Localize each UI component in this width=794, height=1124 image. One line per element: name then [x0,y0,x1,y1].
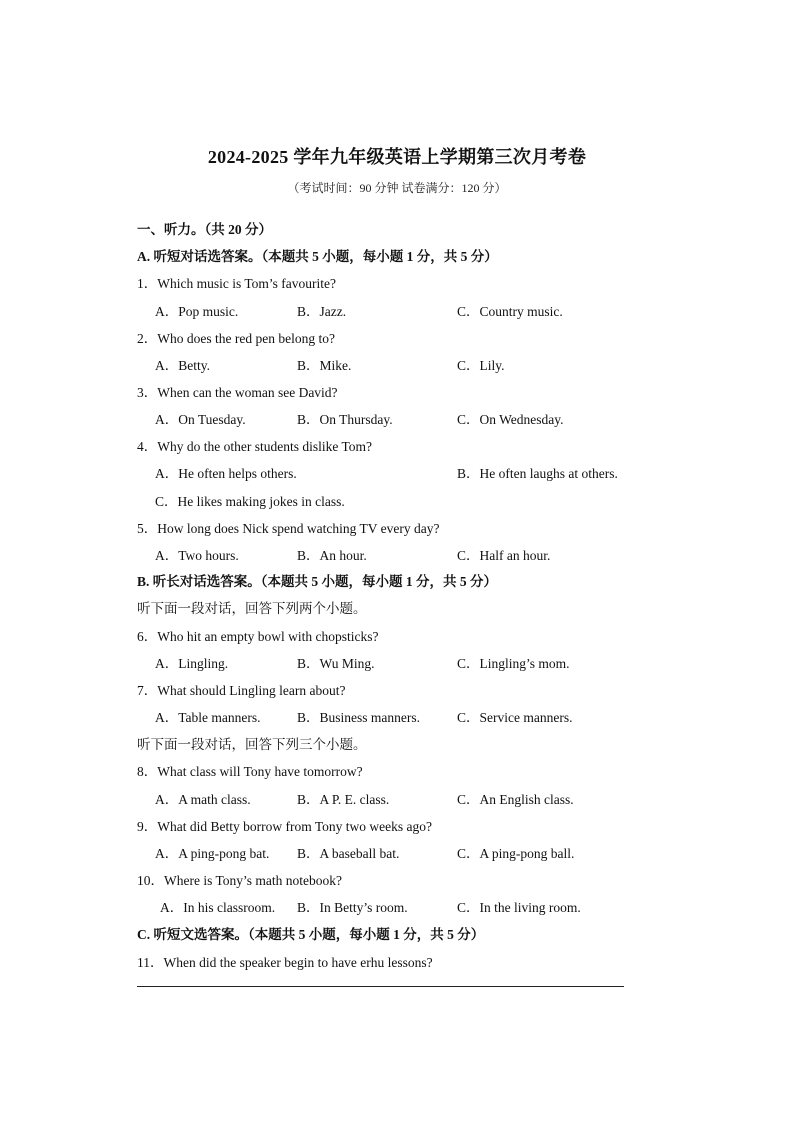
question-6: 6．Who hit an empty bowl with chopsticks? [137,629,379,644]
q6-option-b: B．Wu Ming. [297,656,375,671]
part-a-heading: A. 听短对话选答案。（本题共 5 小题，每小题 1 分，共 5 分） [137,249,498,264]
q7-option-b: B．Business manners. [297,710,420,725]
q4-option-b: B．He often laughs at others. [457,466,618,481]
question-8: 8．What class will Tony have tomorrow? [137,764,363,779]
q7-option-a: A．Table manners. [155,710,261,725]
q7-option-c: C．Service manners. [457,710,573,725]
part-b-heading: B. 听长对话选答案。（本题共 5 小题，每小题 1 分，共 5 分） [137,574,498,589]
page-divider [137,986,624,987]
q4-option-c: C．He likes making jokes in class. [155,494,345,509]
instruction-two-questions: 听下面一段对话，回答下列两个小题。 [137,601,367,616]
q3-option-c: C．On Wednesday. [457,412,564,427]
q1-option-a: A．Pop music. [155,304,239,319]
q5-option-a: A．Two hours. [155,548,239,563]
q8-option-b: B．A P. E. class. [297,792,390,807]
question-7: 7．What should Lingling learn about? [137,683,346,698]
q3-option-a: A．On Tuesday. [155,412,246,427]
q2-option-a: A．Betty. [155,358,210,373]
question-2: 2．Who does the red pen belong to? [137,331,335,346]
exam-info: （考试时间：90 分钟 试卷满分：120 分） [287,181,507,195]
question-4: 4．Why do the other students dislike Tom? [137,439,373,454]
q9-option-b: B．A baseball bat. [297,846,400,861]
q5-option-b: B．An hour. [297,548,367,563]
q3-option-b: B．On Thursday. [297,412,393,427]
q4-option-a: A．He often helps others. [155,466,297,481]
q9-option-a: A．A ping-pong bat. [155,846,270,861]
q10-option-b: B．In Betty’s room. [297,900,408,915]
question-5: 5．How long does Nick spend watching TV every day? [137,521,440,536]
question-10: 10．Where is Tony’s math notebook? [137,873,343,888]
question-3: 3．When can the woman see David? [137,385,338,400]
q2-option-b: B．Mike. [297,358,352,373]
q8-option-c: C．An English class. [457,792,574,807]
q10-option-a: A．In his classroom. [160,900,276,915]
q10-option-c: C．In the living room. [457,900,581,915]
part-c-heading: C. 听短文选答案。（本题共 5 小题，每小题 1 分，共 5 分） [137,927,485,942]
section-heading-listening: 一、听力。（共 20 分） [137,222,272,237]
q2-option-c: C．Lily. [457,358,505,373]
question-9: 9．What did Betty borrow from Tony two weeks ago? [137,819,432,834]
question-11: 11．When did the speaker begin to have erhu lessons? [137,955,433,970]
instruction-three-questions: 听下面一段对话，回答下列三个小题。 [137,737,367,752]
q6-option-c: C．Lingling’s mom. [457,656,570,671]
q8-option-a: A．A math class. [155,792,251,807]
question-1: 1．Which music is Tom’s favourite? [137,276,337,291]
q6-option-a: A．Lingling. [155,656,229,671]
q5-option-c: C．Half an hour. [457,548,551,563]
q9-option-c: C．A ping-pong ball. [457,846,575,861]
q1-option-c: C．Country music. [457,304,563,319]
q1-option-b: B．Jazz. [297,304,347,319]
page-title: 2024-2025 学年九年级英语上学期第三次月考卷 [207,147,587,167]
